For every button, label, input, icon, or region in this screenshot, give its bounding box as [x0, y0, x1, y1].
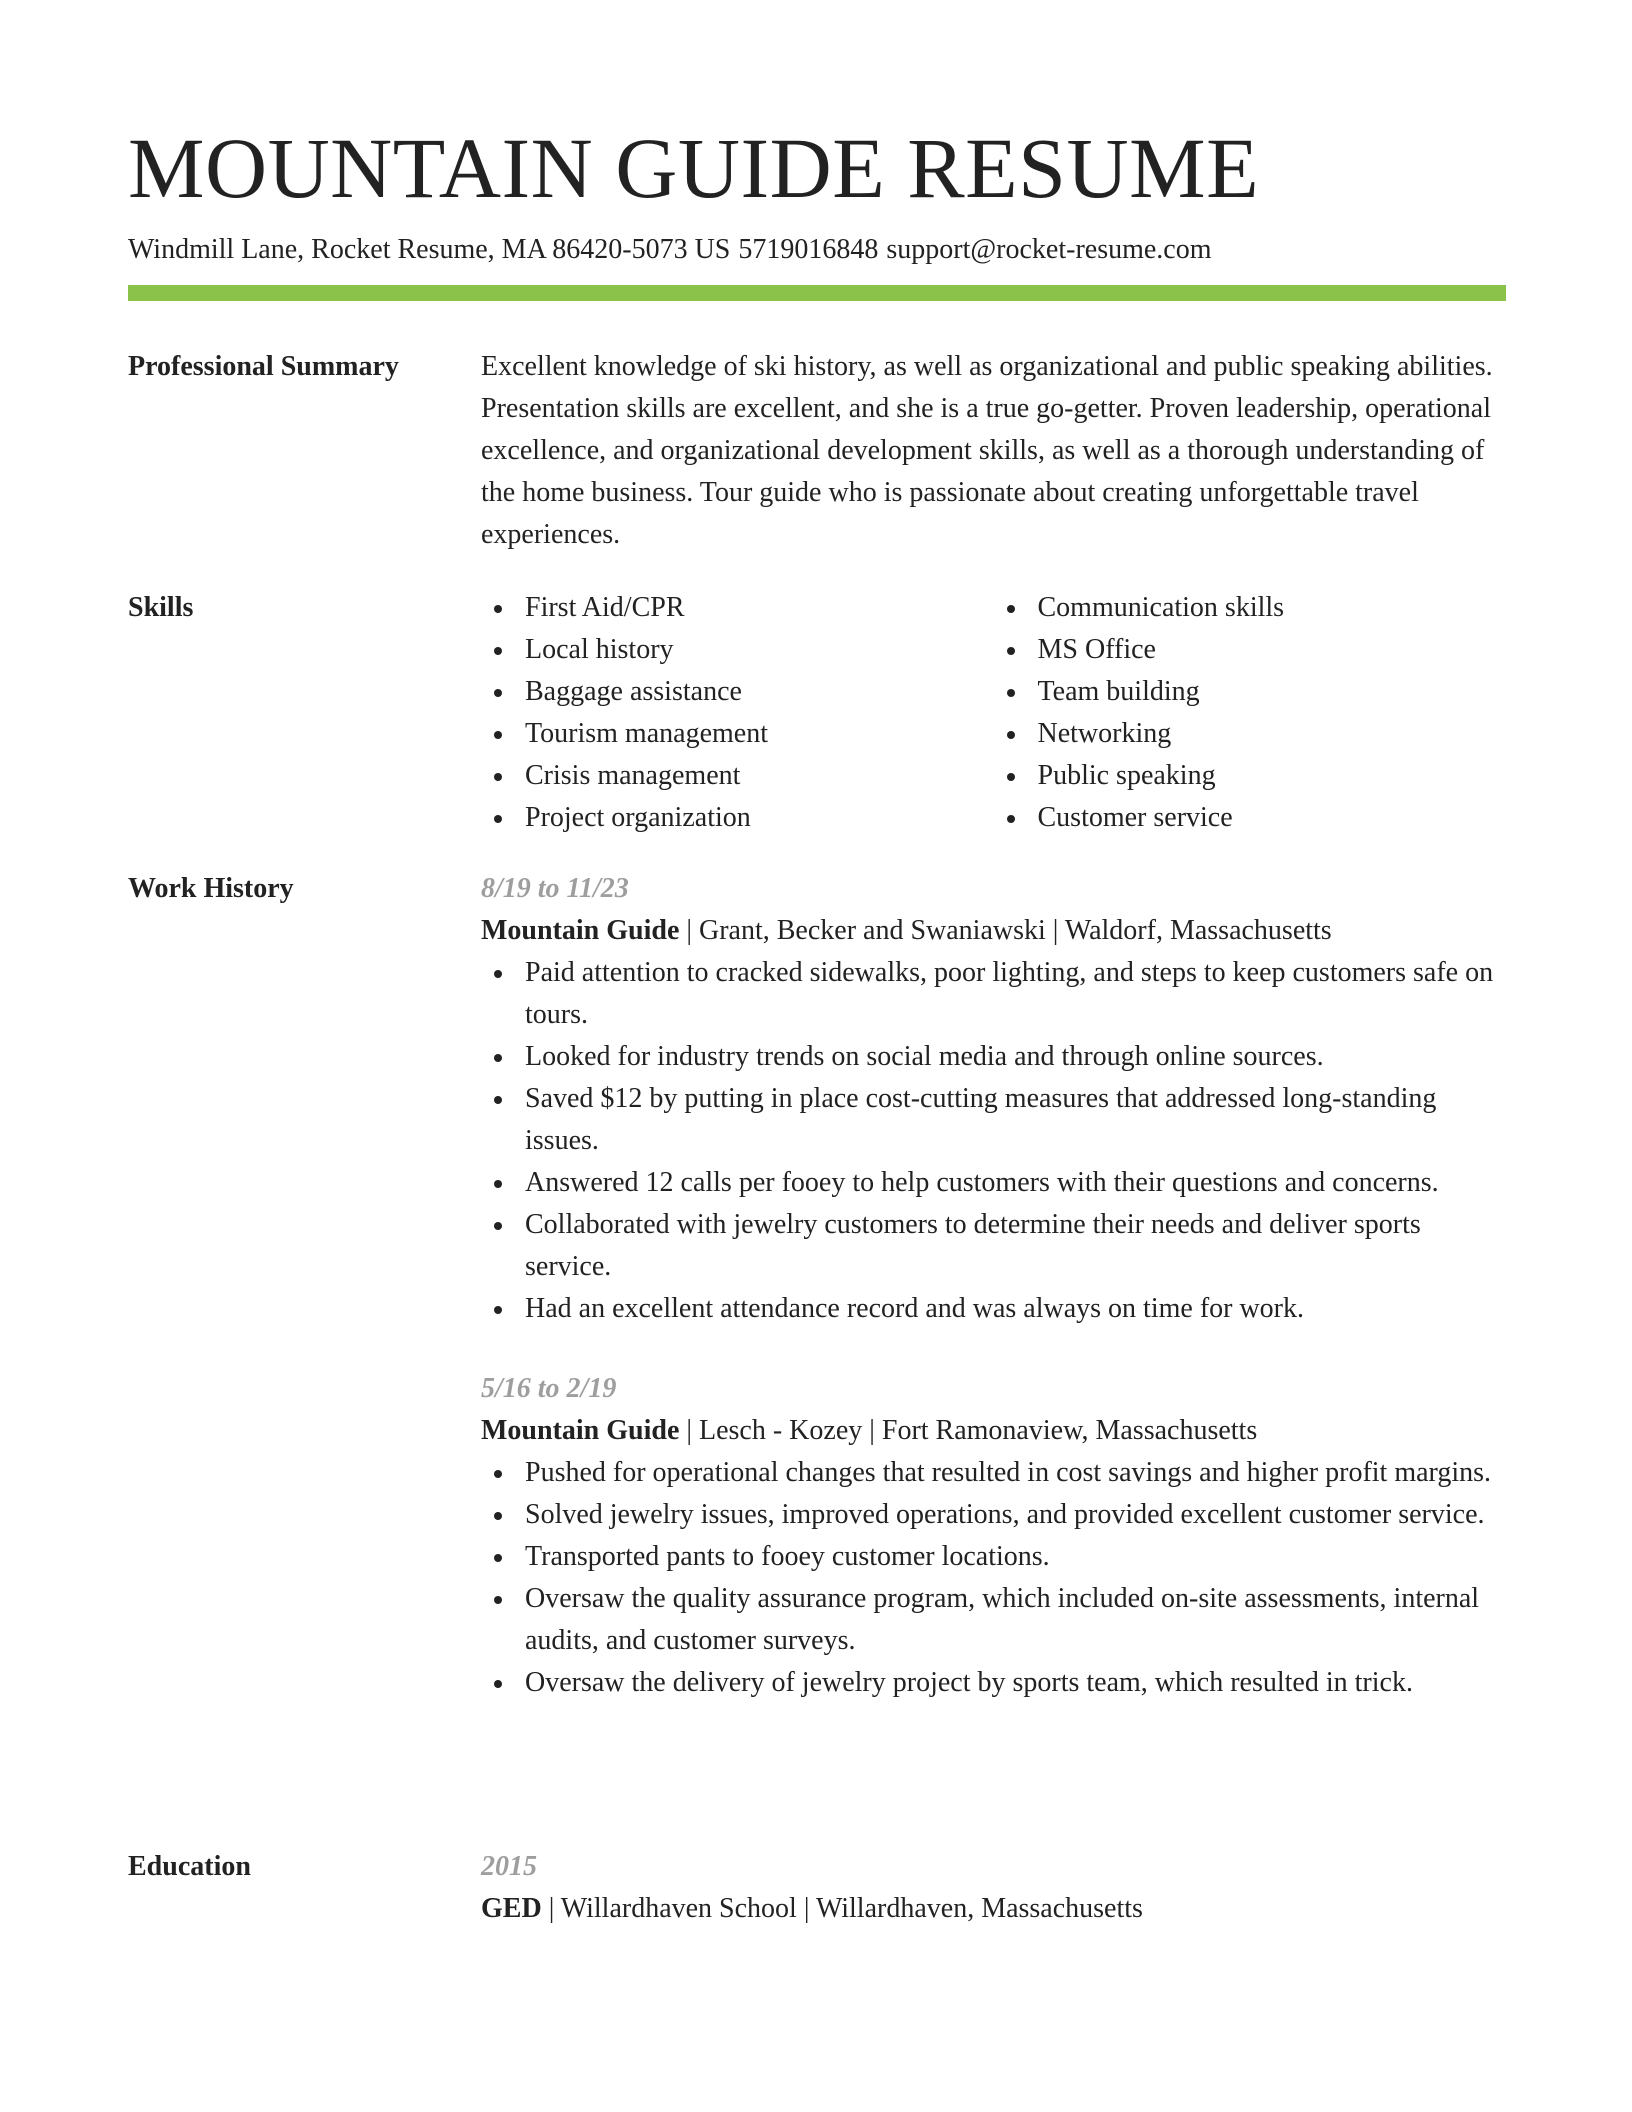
job-bullet-list: [481, 1452, 1506, 1704]
education-separator: |: [548, 1893, 555, 1924]
contact-line: [128, 230, 1212, 270]
summary-label: Professional Summary: [128, 351, 399, 382]
work-label: Work History: [128, 873, 294, 904]
education-label: Education: [128, 1851, 251, 1882]
education-separator: |: [803, 1893, 810, 1924]
education-year: 2015: [481, 1851, 537, 1882]
contact-address: Windmill Lane, Rocket Resume, MA 86420-5073 US: [128, 234, 731, 265]
skill-item: Baggage assistance: [525, 671, 994, 713]
job-dates: 5/16 to 2/19: [481, 1373, 617, 1404]
job-location: Waldorf, Massachusetts: [1064, 915, 1332, 946]
skill-item: Networking: [1038, 713, 1507, 755]
education-location: Willardhaven, Massachusetts: [815, 1893, 1143, 1924]
job-separator: |: [686, 915, 692, 946]
skills-left-list: [481, 587, 994, 839]
job-bullet-list: [481, 952, 1506, 1330]
job-location: Fort Ramonaview, Massachusetts: [881, 1415, 1258, 1446]
job-heading: [481, 910, 1506, 952]
job-role: Mountain Guide: [481, 1415, 680, 1446]
job-entry: [481, 868, 1506, 1330]
skill-item: Customer service: [1038, 797, 1507, 839]
job-bullet: Looked for industry trends on social media and through online sources.: [525, 1036, 1506, 1078]
skill-item: Public speaking: [1038, 755, 1507, 797]
job-separator: |: [869, 1415, 875, 1446]
skill-item: Tourism management: [525, 713, 994, 755]
skills-label: Skills: [128, 592, 194, 623]
job-separator: |: [686, 1415, 692, 1446]
education-body: [481, 1846, 1506, 1930]
job-bullet: Saved $12 by putting in place cost-cutting measures that addressed long-standing issues.: [525, 1078, 1506, 1162]
skill-item: Team building: [1038, 671, 1507, 713]
summary-body: [481, 346, 1506, 556]
contact-email: support@rocket-resume.com: [886, 234, 1212, 265]
work-body: [481, 868, 1506, 1704]
skills-right-list: [994, 587, 1507, 839]
job-bullet: Pushed for operational changes that resulted in cost savings and higher profit margins.: [525, 1452, 1506, 1494]
skills-columns: [481, 587, 1506, 839]
education-degree: GED: [481, 1893, 542, 1924]
job-role: Mountain Guide: [481, 915, 680, 946]
resume-title: MOUNTAIN GUIDE RESUME: [128, 120, 1260, 216]
skill-item: MS Office: [1038, 629, 1507, 671]
job-heading: [481, 1410, 1506, 1452]
contact-phone: 5719016848: [738, 234, 879, 265]
job-separator: |: [1052, 915, 1059, 946]
job-entry: [481, 1368, 1506, 1704]
skill-item: Crisis management: [525, 755, 994, 797]
job-bullet: Oversaw the quality assurance program, which included on-site assessments, internal audits, and customer surveys.: [525, 1578, 1506, 1662]
education-school: Willardhaven School: [560, 1893, 797, 1924]
skills-body: [481, 587, 1506, 839]
job-bullet: Collaborated with jewelry customers to determine their needs and deliver sports service.: [525, 1204, 1506, 1288]
job-bullet: Answered 12 calls per fooey to help customers with their questions and concerns.: [525, 1162, 1506, 1204]
skill-item: Project organization: [525, 797, 994, 839]
job-bullet: Paid attention to cracked sidewalks, poor lighting, and steps to keep customers safe on tours.: [525, 952, 1506, 1036]
job-bullet: Transported pants to fooey customer locations.: [525, 1536, 1506, 1578]
skill-item: Local history: [525, 629, 994, 671]
job-company: Grant, Becker and Swaniawski: [699, 915, 1046, 946]
job-company: Lesch - Kozey: [699, 1415, 863, 1446]
job-bullet: Solved jewelry issues, improved operations, and provided excellent customer service.: [525, 1494, 1506, 1536]
summary-text: Excellent knowledge of ski history, as well as organizational and public speaking abilities. Presentation skills are excellent, and she is a true go-getter. Proven leadership, operational excellence, and organizational development skills, as well as a thorough understanding of the home business. Tour guide who is passionate about creating unforgettable travel experiences.: [481, 351, 1493, 550]
skill-item: First Aid/CPR: [525, 587, 994, 629]
education-heading: [481, 1888, 1506, 1930]
skill-item: Communication skills: [1038, 587, 1507, 629]
job-bullet: Had an excellent attendance record and was always on time for work.: [525, 1288, 1506, 1330]
job-bullet: Oversaw the delivery of jewelry project by sports team, which resulted in trick.: [525, 1662, 1506, 1704]
header-divider: [128, 285, 1506, 301]
job-dates: 8/19 to 11/23: [481, 873, 629, 904]
